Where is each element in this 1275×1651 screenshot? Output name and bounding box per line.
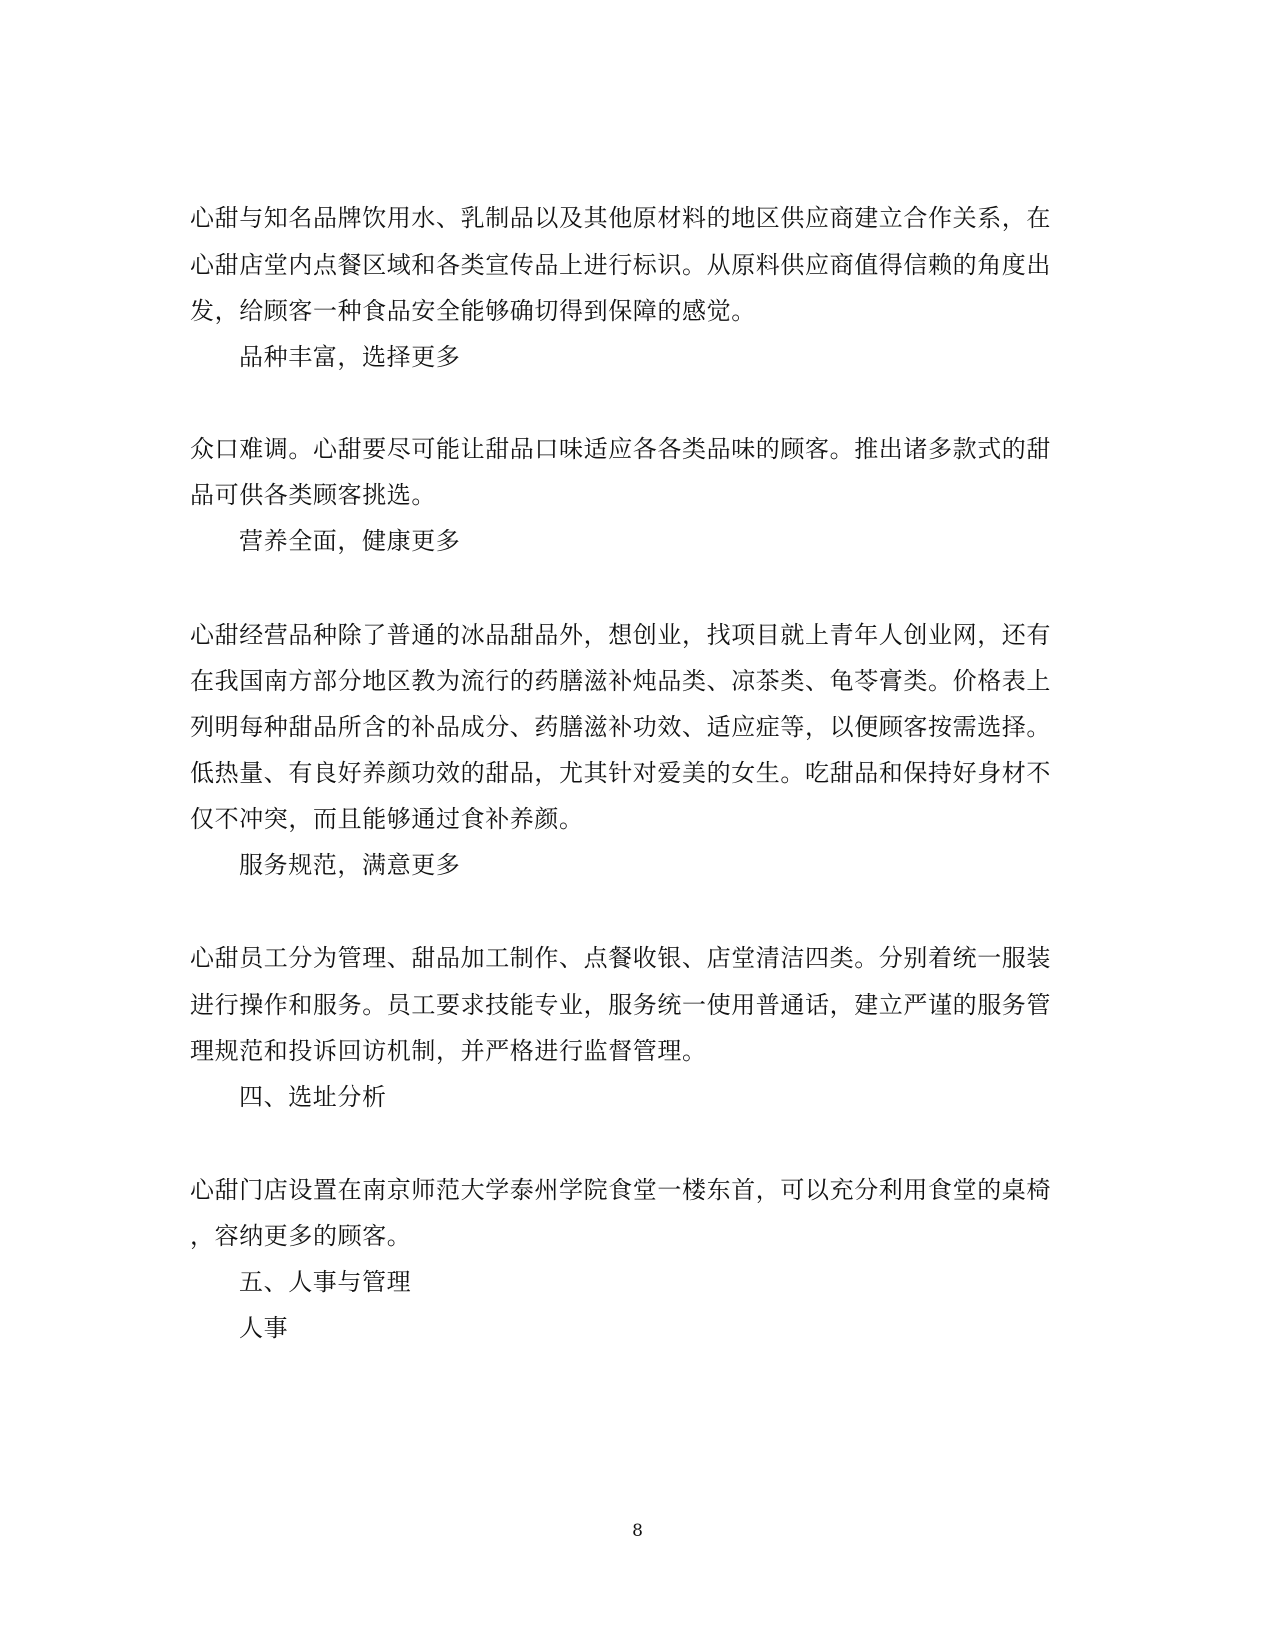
page-number: 8 [632,1521,643,1541]
text-line: 理规范和投诉回访机制，并严格进行监督管理。 [190,1037,707,1065]
heading-variety: 品种丰富，选择更多 [239,343,461,371]
text-line: 心甜店堂内点餐区域和各类宣传品上进行标识。从原料供应商值得信赖的角度出 [190,251,1051,279]
heading-personnel-management: 五、人事与管理 [239,1268,412,1296]
text-line: 心甜与知名品牌饮用水、乳制品以及其他原材料的地区供应商建立合作关系，在 [190,204,1051,232]
heading-personnel: 人事 [239,1314,289,1342]
text-line: 品可供各类顾客挑选。 [190,481,436,509]
text-line: 心甜门店设置在南京师范大学泰州学院食堂一楼东首，可以充分利用食堂的桌椅 [190,1176,1051,1204]
text-line: 在我国南方部分地区教为流行的药膳滋补炖品类、凉茶类、龟苓膏类。价格表上 [190,667,1051,695]
text-line: 低热量、有良好养颜功效的甜品，尤其针对爱美的女生。吃甜品和保持好身材不 [190,759,1051,787]
text-line: 进行操作和服务。员工要求技能专业，服务统一使用普通话，建立严谨的服务管 [190,991,1051,1019]
heading-service: 服务规范，满意更多 [239,851,461,879]
text-line: 仅不冲突，而且能够通过食补养颜。 [190,805,584,833]
text-line: 列明每种甜品所含的补品成分、药膳滋补功效、适应症等，以便顾客按需选择。 [190,713,1051,741]
text-line: 发，给顾客一种食品安全能够确切得到保障的感觉。 [190,297,756,325]
heading-nutrition: 营养全面，健康更多 [239,527,461,555]
heading-location: 四、选址分析 [239,1083,387,1111]
text-line: ，容纳更多的顾客。 [190,1222,412,1250]
text-line: 众口难调。心甜要尽可能让甜品口味适应各各类品味的顾客。推出诸多款式的甜 [190,435,1051,463]
text-line: 心甜员工分为管理、甜品加工制作、点餐收银、店堂清洁四类。分别着统一服装 [190,944,1051,972]
text-line: 心甜经营品种除了普通的冰品甜品外，想创业，找项目就上青年人创业网，还有 [190,621,1051,649]
